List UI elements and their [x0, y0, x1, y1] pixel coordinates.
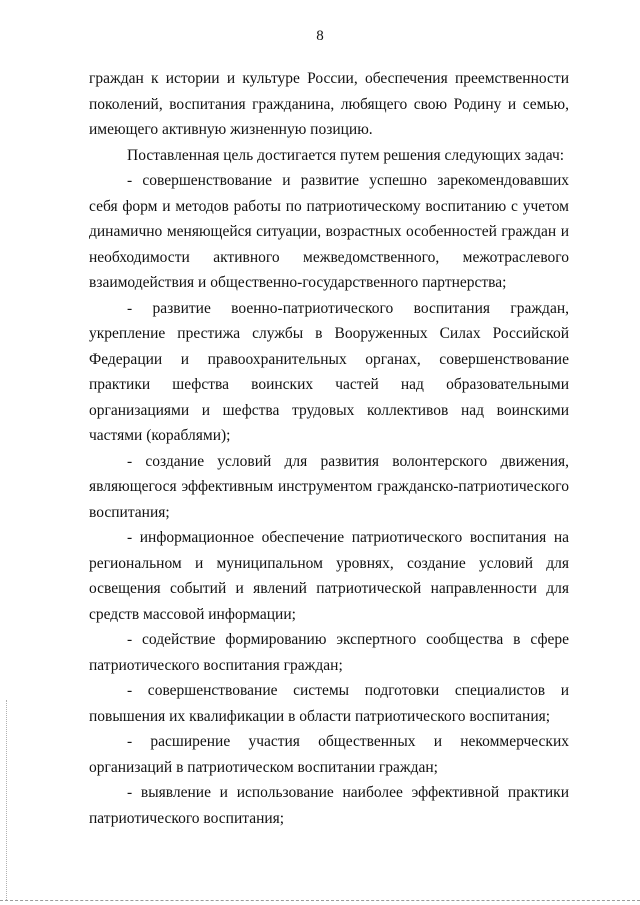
- list-item-task: - расширение участия общественных и некоммерческих организаций в патриотическом воспитании граждан;: [89, 733, 569, 776]
- list-item-task: - совершенствование системы подготовки специалистов и повышения их квалификации в области патриотического воспитания;: [89, 682, 569, 725]
- list-item-task: - создание условий для развития волонтерского движения, являющегося эффективным инструментом гражданско-патриотического воспитания;: [89, 452, 569, 521]
- scan-edge-mark: [6, 700, 7, 900]
- list-item-task: - содействие формированию экспертного сообщества в сфере патриотического воспитания граждан;: [89, 631, 569, 674]
- paragraph-continuation: граждан к истории и культуре России, обеспечения преемственности поколений, воспитания гражданина, любящего свою Родину и семью, имеющего активную жизненную позицию.: [89, 70, 569, 138]
- list-item-task: - выявление и использование наиболее эффективной практики патриотического воспитания;: [89, 784, 569, 827]
- document-body: [89, 66, 569, 831]
- page-number: 8: [316, 28, 324, 44]
- paragraph-goal-intro: Поставленная цель достигается путем решения следующих задач:: [127, 146, 565, 164]
- list-item-task: - развитие военно-патриотического воспитания граждан, укрепление престижа службы в Вооруженных Силах Российской Федерации и правоохранительных органах, совершенствование практики шефства воинских частей над образовательными организациями и шефства трудовых коллективов над воинскими частями (кораблями);: [89, 299, 569, 444]
- list-item-task: - совершенствование и развитие успешно зарекомендовавших себя форм и методов работы по патриотическому воспитанию с учетом динамично меняющейся ситуации, возрастных особенностей граждан и необходимости активного межведомственного, межотраслевого взаимодействия и общественно-государственного партнерства;: [89, 172, 569, 291]
- scan-bottom-edge: [0, 900, 640, 902]
- list-item-task: - информационное обеспечение патриотического воспитания на региональном и муниципальном уровнях, создание условий для освещения событий и явлений патриотической направленности для средств массовой информации;: [89, 529, 569, 623]
